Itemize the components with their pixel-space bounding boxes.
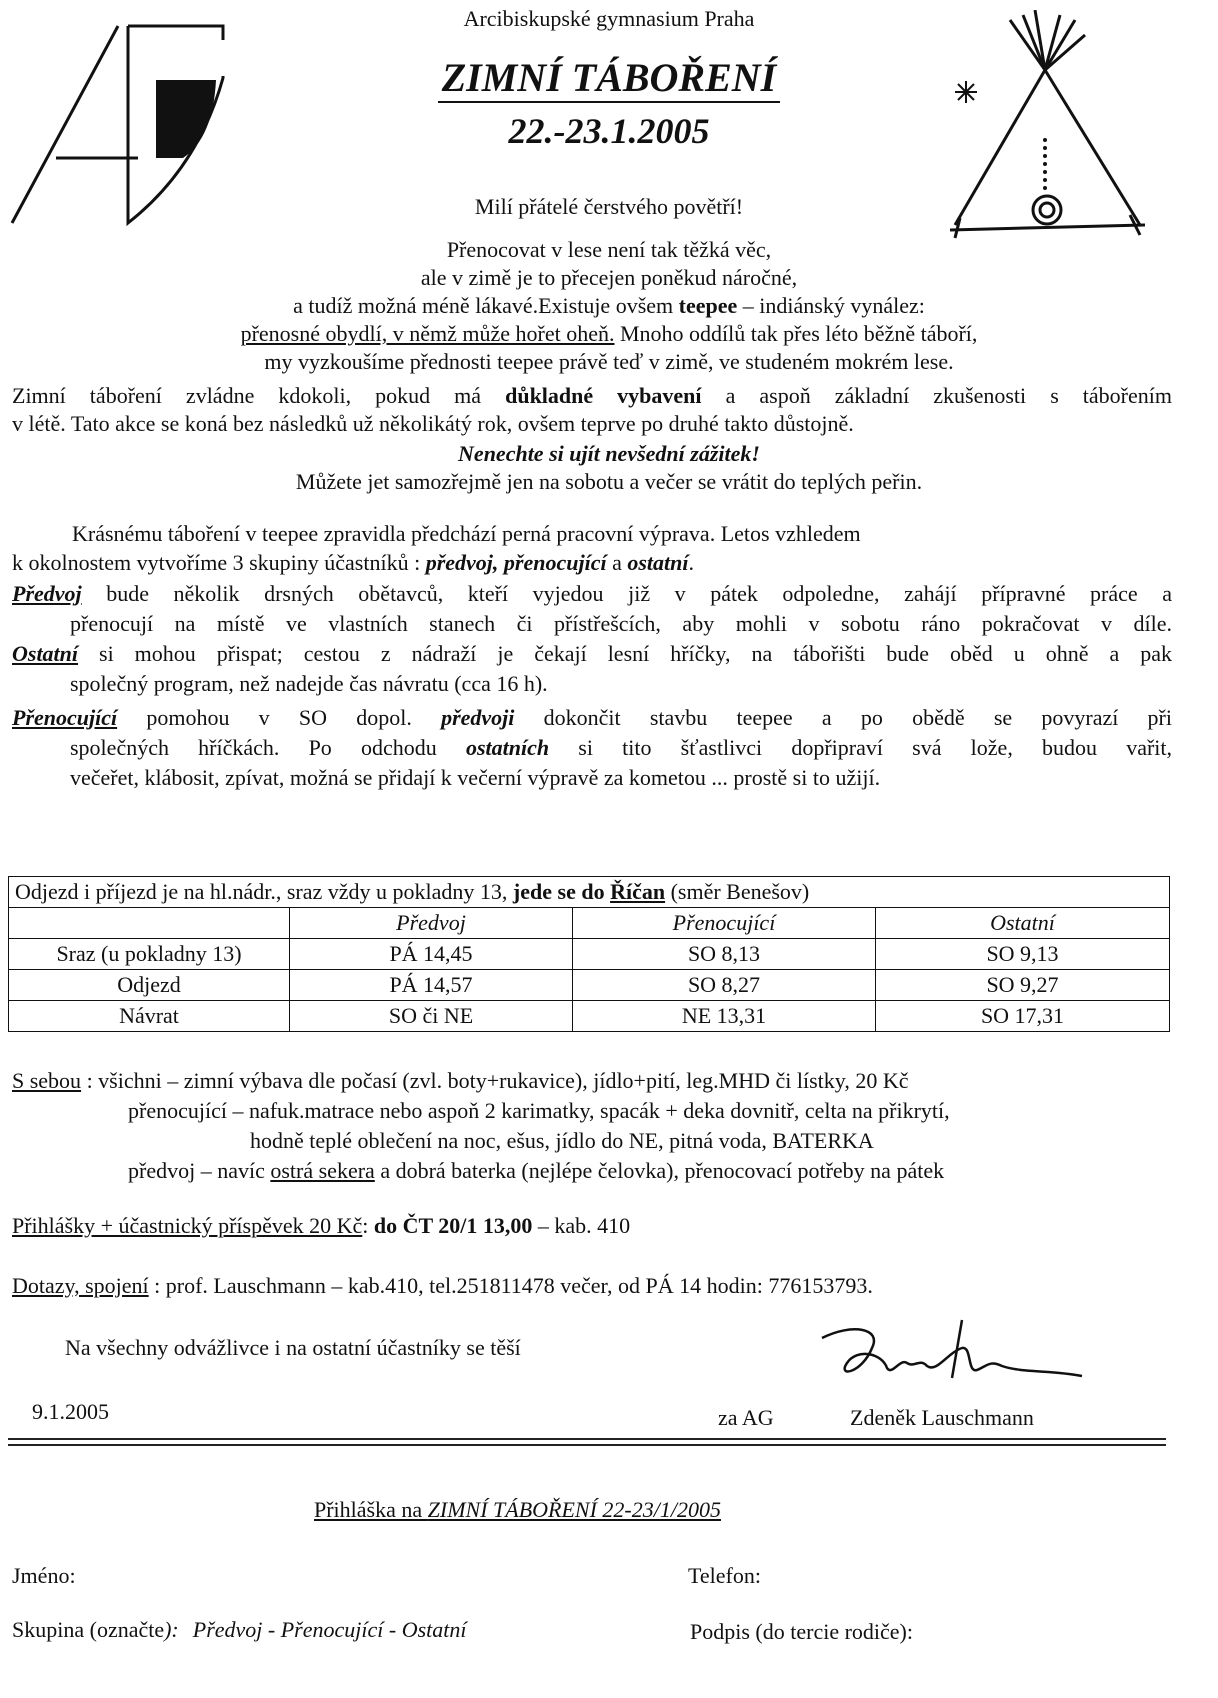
group-predvoj-label: Předvoj (12, 581, 82, 606)
intro-line-7: v létě. Tato akce se koná bez následků už několikátý rok, ovšem teprve po druhé takto důstojně. (12, 411, 854, 436)
packing-line-4: předvoj – navíc ostrá sekera a dobrá baterka (nejlépe čelovka), přenocovací potřeby na pátek (128, 1158, 945, 1183)
intro-line-3: a tudíž možná méně lákavé.Existuje ovšem teepee – indiánský vynález: (293, 293, 925, 318)
group-predvoj-2: přenocují na místě ve vlastních stanech či přístřešcích, aby mohli v sobotu ráno pokračovat v díle. (70, 611, 1172, 636)
divider-bottom (8, 1444, 1166, 1446)
intro-line-2: ale v zimě je to přecejen poněkud náročné, (420, 265, 798, 290)
packing-line-1: S sebou : všichni – zimní výbava dle počasí (zvl. boty+rukavice), jídlo+pití, leg.MHD či lístky, 20 Kč (12, 1068, 909, 1093)
contact-label: Dotazy, spojení (12, 1273, 149, 1298)
closing-for: za AG (718, 1405, 774, 1430)
page-title: ZIMNÍ TÁBOŘENÍ (438, 54, 781, 103)
group-predvoj-1: Předvoj bude několik drsných obětavců, kteří vyjedou již v pátek odpoledne, zahájí přípravné práce a (12, 581, 1172, 606)
group-ostatni-1: Ostatní si mohou přispat; cestou z nádraží je čekají lesní hříčky, na tábořišti bude oběd u ohně a pak (12, 641, 1172, 666)
intro-line-1: Přenocovat v lese není tak těžká věc, (446, 237, 772, 262)
column-ostatni: Ostatní (876, 908, 1170, 939)
group-ostatni-2: společný program, než nadejde čas návratu (cca 16 h). (70, 671, 548, 696)
form-title: Přihláška na ZIMNÍ TÁBOŘENÍ 22-23/1/2005 (314, 1497, 721, 1522)
closing-date: 9.1.2005 (32, 1399, 109, 1424)
table-row: Sraz (u pokladny 13) PÁ 14,45 SO 8,13 SO 9,13 (9, 939, 1170, 970)
signatory-name: Zdeněk Lauschmann (850, 1405, 1034, 1430)
intro-line-6: Zimní táboření zvládne kdokoli, pokud má důkladné vybavení a aspoň základní zkušenosti s tábořením (12, 383, 1172, 408)
groups-intro-2: k okolnostem vytvoříme 3 skupiny účastníků : předvoj, přenocující a ostatní. (12, 550, 694, 575)
schedule-table-header: Odjezd i příjezd je na hl.nádr., sraz vždy u pokladny 13, jede se do Říčan (směr Benešov) (9, 877, 1170, 908)
intro-line-9: Můžete jet samozřejmě jen na sobotu a večer se vrátit do teplých peřin. (295, 469, 923, 494)
registration-label: Přihlášky + účastnický příspěvek 20 Kč (12, 1213, 363, 1238)
groups-intro-1: Krásnému táboření v teepee zpravidla předchází perná pracovní výprava. Letos vzhledem (72, 521, 861, 546)
group-prenocujici-3: večeřet, klábosit, zpívat, možná se přidají k večerní výpravě za kometou ... prostě si to užijí. (70, 765, 881, 790)
form-group-options: Předvoj - Přenocující - Ostatní (192, 1617, 467, 1642)
school-name: Arcibiskupské gymnasium Praha (463, 6, 755, 31)
divider-top (8, 1438, 1166, 1440)
form-group-line: Skupina (označte): Předvoj - Přenocující - Ostatní (12, 1617, 467, 1642)
registration-deadline: do ČT 20/1 13,00 (373, 1213, 533, 1238)
registration-line: Přihlášky + účastnický příspěvek 20 Kč: do ČT 20/1 13,00 – kab. 410 (12, 1213, 631, 1238)
greeting: Milí přátelé čerstvého povětří! (474, 194, 744, 219)
intro-line-5: my vyzkoušíme přednosti teepee právě teď v zimě, ve studeném mokrém lese. (264, 349, 954, 374)
closing-text: Na všechny odvážlivce i na ostatní účastníky se těší (65, 1335, 521, 1360)
form-name-label: Jméno: (12, 1563, 76, 1588)
packing-line-3: hodně teplé oblečení na noc, ešus, jídlo do NE, pitná voda, BATERKA (250, 1128, 874, 1153)
form-phone-label: Telefon: (688, 1563, 761, 1588)
packing-line-2: přenocující – nafuk.matrace nebo aspoň 2 karimatky, spacák + deka dovnitř, celta na přikrytí, (128, 1098, 950, 1123)
event-dates: 22.-23.1.2005 (508, 111, 710, 151)
form-sign-label: Podpis (do tercie rodiče): (690, 1619, 913, 1644)
schedule-table (8, 876, 1170, 1032)
group-prenocujici-label: Přenocující (12, 705, 118, 730)
column-prenocujici: Přenocující (573, 908, 876, 939)
group-prenocujici-2: společných hříčkách. Po odchodu ostatních si tito šťastlivci dopřipraví svá lože, budou vařit, (70, 735, 1173, 760)
table-header-row (9, 908, 1170, 939)
table-row: Návrat SO či NE NE 13,31 SO 17,31 (9, 1001, 1170, 1032)
intro-line-4: přenosné obydlí, v němž může hořet oheň. Mnoho oddílů tak přes léto běžně táboří, (240, 321, 978, 346)
group-prenocujici-1: Přenocující pomohou v SO dopol. předvoji dokončit stavbu teepee a po obědě se povyrazí při (12, 705, 1172, 730)
teepee-term: teepee (678, 293, 738, 318)
group-ostatni-label: Ostatní (12, 641, 79, 666)
table-row: Odjezd PÁ 14,57 SO 8,27 SO 9,27 (9, 970, 1170, 1001)
packing-label: S sebou (12, 1068, 82, 1093)
intro-slogan: Nenechte si ujít nevšední zážitek! (458, 441, 760, 466)
contact-line: Dotazy, spojení : prof. Lauschmann – kab.410, tel.251811478 večer, od PÁ 14 hodin: 776153793. (12, 1273, 873, 1298)
signature (812, 1318, 1092, 1398)
column-predvoj: Předvoj (290, 908, 573, 939)
